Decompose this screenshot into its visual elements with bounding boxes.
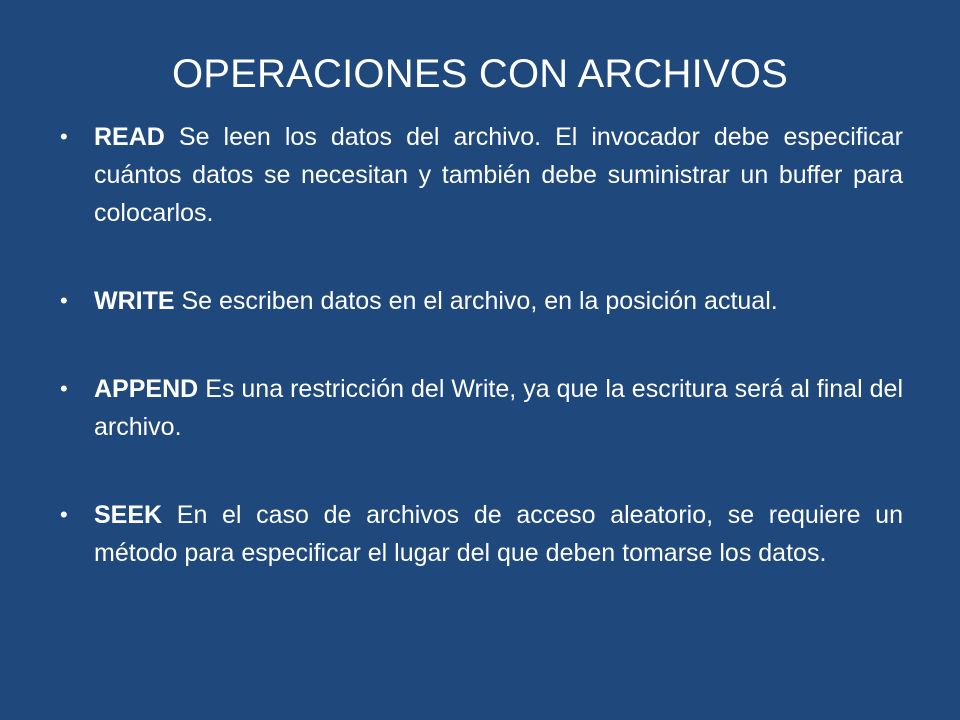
bullet-text: Se escriben datos en el archivo, en la posición actual. bbox=[181, 287, 778, 315]
bullet-list bbox=[60, 118, 903, 572]
bullet-item-read bbox=[60, 118, 903, 232]
bullet-text: En el caso de archivos de acceso aleatorio, se requiere un método para especificar el lugar del que deben tomarse los datos. bbox=[94, 501, 903, 567]
bullet-item-seek bbox=[60, 496, 903, 572]
bullet-keyword: WRITE bbox=[94, 287, 175, 315]
bullet-icon: • bbox=[60, 502, 68, 527]
slide-title: OPERACIONES CON ARCHIVOS bbox=[171, 52, 789, 96]
bullet-item-append bbox=[60, 370, 903, 446]
bullet-item-write bbox=[60, 282, 903, 320]
bullet-keyword: READ bbox=[94, 123, 165, 151]
bullet-keyword: SEEK bbox=[94, 501, 163, 529]
bullet-keyword: APPEND bbox=[94, 375, 199, 403]
bullet-text: Se leen los datos del archivo. El invocador debe especificar cuántos datos se necesitan y también debe suministrar un buffer para colocarlos. bbox=[94, 123, 903, 227]
bullet-text: Es una restricción del Write, ya que la escritura será al final del archivo. bbox=[94, 375, 903, 441]
bullet-icon: • bbox=[60, 376, 68, 401]
bullet-icon: • bbox=[60, 124, 68, 149]
bullet-icon: • bbox=[60, 288, 68, 313]
